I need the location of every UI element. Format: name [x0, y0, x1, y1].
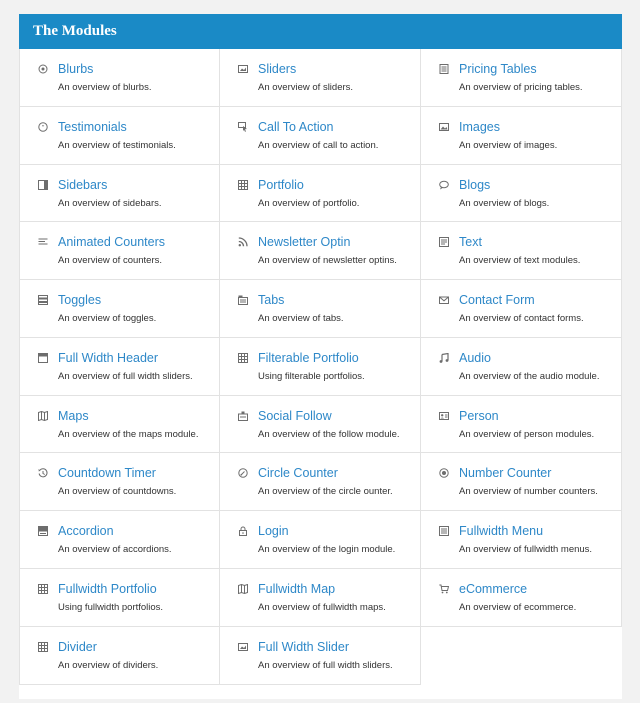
grid-icon: [38, 642, 48, 652]
quote-icon: [38, 122, 48, 132]
module-title-link[interactable]: Animated Counters: [58, 235, 166, 249]
module-description: An overview of full width sliders.: [58, 371, 193, 382]
module-title-link[interactable]: Login: [258, 524, 289, 538]
sidebar-icon: [38, 180, 48, 190]
module-card[interactable]: [19, 280, 220, 338]
module-card[interactable]: [19, 49, 220, 107]
module-card[interactable]: [19, 107, 220, 165]
module-title-link[interactable]: Call To Action: [258, 120, 334, 134]
slider-icon: [238, 64, 248, 74]
module-title-link[interactable]: Fullwidth Portfolio: [58, 582, 157, 596]
module-description: An overview of fullwidth maps.: [258, 602, 386, 613]
module-card[interactable]: [220, 280, 421, 338]
module-description: An overview of the audio module.: [459, 371, 600, 382]
slider-icon: [238, 642, 248, 652]
grid-icon: [238, 180, 248, 190]
accordion-icon: [38, 526, 48, 536]
module-description: An overview of contact forms.: [459, 313, 584, 324]
modules-panel: [19, 14, 622, 699]
module-title-link[interactable]: Images: [459, 120, 500, 134]
module-card[interactable]: [19, 511, 220, 569]
pricing-table-icon: [439, 64, 449, 74]
tabs-icon: [238, 295, 248, 305]
module-description: An overview of full width sliders.: [258, 660, 393, 671]
modules-grid: [19, 49, 622, 699]
module-card[interactable]: [19, 165, 220, 222]
module-title-link[interactable]: eCommerce: [459, 582, 528, 596]
module-description: An overview of toggles.: [58, 313, 157, 324]
module-title-link[interactable]: Filterable Portfolio: [258, 351, 359, 365]
music-note-icon: [439, 353, 449, 363]
module-title-link[interactable]: Sliders: [258, 62, 297, 76]
module-card[interactable]: [220, 338, 421, 396]
module-description: An overview of the login module.: [258, 544, 396, 555]
number-counter-icon: [439, 468, 449, 478]
map-icon: [38, 411, 48, 421]
module-card[interactable]: [220, 165, 421, 222]
text-icon: [439, 237, 449, 247]
module-title-link[interactable]: Newsletter Optin: [258, 235, 351, 249]
envelope-icon: [439, 295, 449, 305]
module-description: An overview of pricing tables.: [459, 82, 583, 93]
module-title-link[interactable]: Audio: [459, 351, 491, 365]
module-card[interactable]: [220, 569, 421, 627]
module-title-link[interactable]: Divider: [58, 640, 97, 654]
image-icon: [439, 122, 449, 132]
module-description: An overview of the follow module.: [258, 429, 400, 440]
module-card[interactable]: [421, 511, 622, 569]
lines-icon: [38, 237, 48, 247]
cart-icon: [439, 584, 449, 594]
module-title-link[interactable]: Sidebars: [58, 178, 108, 192]
module-card[interactable]: [19, 453, 220, 511]
module-title-link[interactable]: Portfolio: [258, 178, 304, 192]
person-card-icon: [439, 411, 449, 421]
module-description: An overview of blurbs.: [58, 82, 152, 93]
module-description: An overview of dividers.: [58, 660, 159, 671]
module-title-link[interactable]: Contact Form: [459, 293, 535, 307]
lock-icon: [238, 526, 248, 536]
cursor-icon: [238, 122, 248, 132]
module-card[interactable]: [421, 49, 622, 107]
module-description: An overview of countdowns.: [58, 486, 177, 497]
module-description: An overview of text modules.: [459, 255, 581, 266]
toggle-icon: [38, 295, 48, 305]
svg-text:”: ”: [41, 124, 45, 132]
module-title-link[interactable]: Accordion: [58, 524, 114, 538]
module-description: An overview of the maps module.: [58, 429, 199, 440]
module-title-link[interactable]: Fullwidth Menu: [459, 524, 544, 538]
module-description: An overview of counters.: [58, 255, 163, 266]
menu-icon: [439, 526, 449, 536]
chat-icon: [439, 180, 449, 190]
module-title-link[interactable]: Full Width Slider: [258, 640, 349, 654]
module-title-link[interactable]: Circle Counter: [258, 466, 338, 480]
module-card[interactable]: [421, 107, 622, 165]
module-title-link[interactable]: Full Width Header: [58, 351, 159, 365]
module-title-link[interactable]: Toggles: [58, 293, 102, 307]
grid-icon: [38, 584, 48, 594]
module-card[interactable]: [19, 627, 220, 685]
module-card[interactable]: [220, 453, 421, 511]
module-description: An overview of testimonials.: [58, 140, 176, 151]
module-card[interactable]: [220, 49, 421, 107]
module-card[interactable]: [19, 396, 220, 453]
rss-icon: [238, 237, 248, 247]
module-description: An overview of newsletter optins.: [258, 255, 397, 266]
module-title-link[interactable]: Countdown Timer: [58, 466, 156, 480]
module-description: An overview of fullwidth menus.: [459, 544, 593, 555]
module-title-link[interactable]: Social Follow: [258, 409, 332, 423]
module-title-link[interactable]: Testimonials: [58, 120, 127, 134]
module-description: An overview of ecommerce.: [459, 602, 577, 613]
module-card[interactable]: [421, 396, 622, 453]
module-description: An overview of portfolio.: [258, 198, 360, 209]
module-title-link[interactable]: Person: [459, 409, 499, 423]
module-description: An overview of tabs.: [258, 313, 344, 324]
module-card[interactable]: [421, 280, 622, 338]
module-title-link[interactable]: Maps: [58, 409, 89, 423]
panel-title: The Modules: [33, 23, 117, 39]
share-icon: [238, 411, 248, 421]
module-card[interactable]: [421, 338, 622, 396]
timer-icon: [38, 468, 48, 478]
module-card[interactable]: [421, 569, 622, 627]
module-card[interactable]: [421, 165, 622, 222]
module-description: An overview of accordions.: [58, 544, 172, 555]
module-card[interactable]: [421, 222, 622, 280]
module-card[interactable]: [220, 396, 421, 453]
module-title-link[interactable]: Number Counter: [459, 466, 552, 480]
module-title-link[interactable]: Fullwidth Map: [258, 582, 336, 596]
panel-header: [19, 14, 622, 49]
module-card[interactable]: [220, 222, 421, 280]
header-icon: [38, 353, 48, 363]
module-title-link[interactable]: Pricing Tables: [459, 62, 537, 76]
module-description: An overview of blogs.: [459, 198, 550, 209]
module-description: An overview of sliders.: [258, 82, 354, 93]
target-icon: [38, 64, 48, 74]
module-description: An overview of person modules.: [459, 429, 595, 440]
module-description: Using filterable portfolios.: [258, 371, 365, 382]
module-title-link[interactable]: Text: [459, 235, 482, 249]
module-title-link[interactable]: Blogs: [459, 178, 491, 192]
grid-icon: [238, 353, 248, 363]
module-title-link[interactable]: Blurbs: [58, 62, 94, 76]
map-icon: [238, 584, 248, 594]
module-title-link[interactable]: Tabs: [258, 293, 285, 307]
module-card[interactable]: [19, 222, 220, 280]
module-description: An overview of sidebars.: [58, 198, 162, 209]
module-description: An overview of number counters.: [459, 486, 598, 497]
circle-gauge-icon: [238, 468, 248, 478]
module-card[interactable]: [220, 627, 421, 685]
module-description: An overview of call to action.: [258, 140, 379, 151]
module-description: An overview of images.: [459, 140, 558, 151]
module-description: An overview of the circle ounter.: [258, 486, 393, 497]
module-card[interactable]: [421, 453, 622, 511]
module-card[interactable]: [19, 569, 220, 627]
module-description: Using fullwidth portfolios.: [58, 602, 164, 613]
module-card[interactable]: [19, 338, 220, 396]
module-card[interactable]: [220, 511, 421, 569]
module-card[interactable]: [220, 107, 421, 165]
